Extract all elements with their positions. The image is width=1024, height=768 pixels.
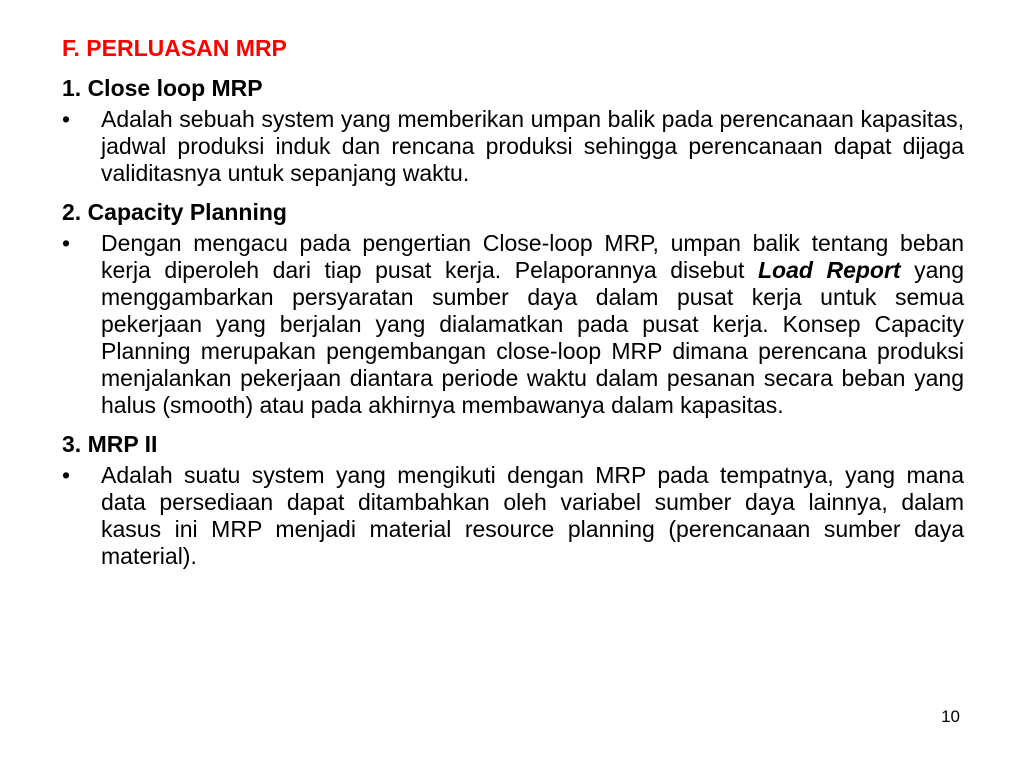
section-heading-close-loop-mrp: 1. Close loop MRP [62, 75, 263, 101]
bullet-close-loop-mrp [62, 106, 964, 187]
bullet-marker: • [62, 230, 71, 256]
bullet-text-close-loop-mrp: Adalah sebuah system yang memberikan umpan balik pada perencanaan kapasitas, jadwal produksi induk dan rencana produksi sehingga perencanaan dapat dijaga validitasnya untuk sepanjang waktu. [101, 106, 964, 186]
section-heading-capacity-planning: 2. Capacity Planning [62, 199, 287, 225]
bullet-marker: • [62, 462, 71, 488]
slide-title: F. PERLUASAN MRP [62, 35, 287, 61]
bullet-text-part: Dengan mengacu pada pengertian Close-loop MRP, umpan balik tentang beban kerja diperoleh dari tiap pusat kerja. Pelaporannya disebut [101, 230, 964, 283]
bullet-text-mrp-ii: Adalah suatu system yang mengikuti dengan MRP pada tempatnya, yang mana data persediaan dapat ditambahkan oleh variabel sumber daya lainnya, dalam kasus ini MRP menjadi material resource planning (perencanaan sumber daya material). [101, 462, 964, 569]
slide-content [62, 34, 964, 581]
bullet-mrp-ii [62, 462, 964, 570]
bullet-marker: • [62, 106, 71, 132]
bullet-text-capacity-planning [101, 230, 964, 419]
load-report-emphasis: Load Report [757, 257, 901, 283]
section-heading-mrp-ii: 3. MRP II [62, 431, 158, 457]
page-number: 10 [941, 707, 960, 726]
bullet-text-part: yang menggambarkan persyaratan sumber daya dalam pusat kerja untuk semua pekerjaan yang berjalan yang dialamatkan pada pusat kerja. Konsep Capacity Planning merupakan pengembangan close-loop MRP dimana perencana produksi menjalankan pekerjaan diantara periode waktu dalam pesanan secara beban yang halus (smooth) atau pada akhirnya membawanya dalam kapasitas. [101, 257, 965, 418]
bullet-capacity-planning [62, 230, 964, 419]
